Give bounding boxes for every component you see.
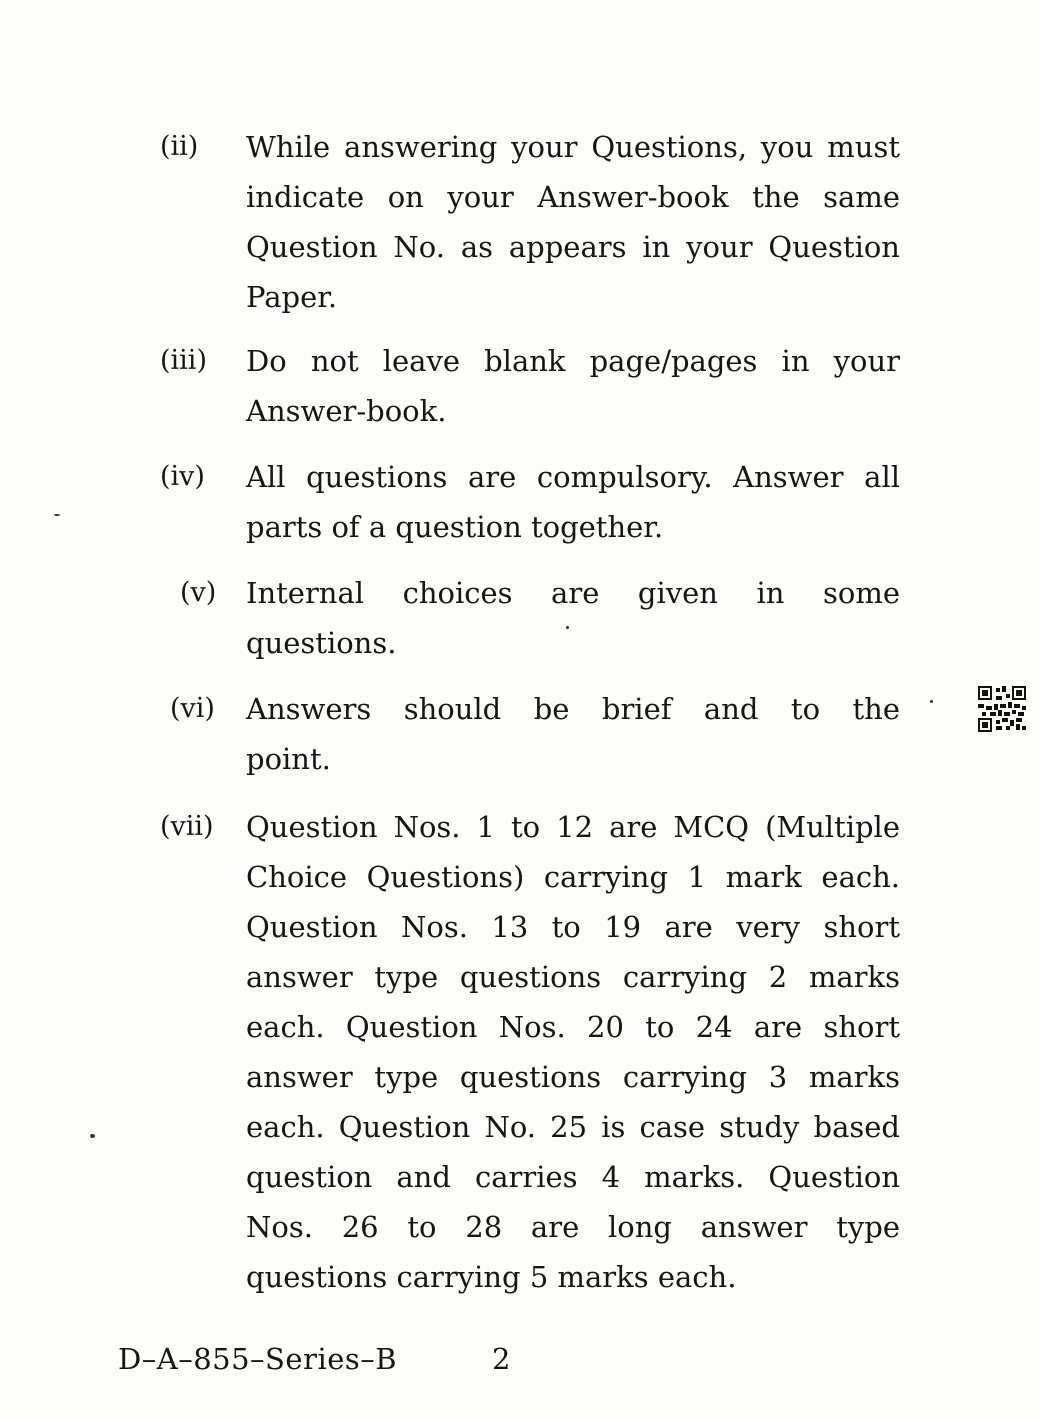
text-line: questions carrying 5 marks each.	[246, 1260, 737, 1294]
text-line: questions.	[246, 626, 397, 660]
instruction-text	[246, 684, 900, 784]
text-line: Internal choices are given in some	[246, 576, 900, 610]
instruction-text	[246, 336, 900, 436]
instruction-number: (vii)	[160, 811, 214, 842]
text-line: Nos. 26 to 28 are long answer type	[246, 1210, 900, 1244]
text-line: Paper.	[246, 280, 338, 314]
text-line: point.	[246, 742, 331, 776]
scan-speck	[54, 514, 60, 516]
text-line: Answer-book.	[246, 394, 447, 428]
text-line: Do not leave blank page/pages in your	[246, 344, 900, 378]
text-line: answer type questions carrying 2 marks	[246, 960, 900, 994]
text-line: indicate on your Answer-book the same	[246, 180, 900, 214]
instruction-vii	[160, 802, 900, 1302]
instruction-number: (iv)	[160, 461, 205, 492]
instruction-text	[246, 122, 900, 322]
scan-speck	[566, 626, 569, 629]
text-line: each. Question No. 25 is case study based	[246, 1110, 900, 1144]
scan-speck	[930, 700, 933, 703]
text-line: Question No. as appears in your Question	[246, 230, 900, 264]
text-line: Answers should be brief and to the	[246, 692, 900, 726]
instruction-iii	[160, 336, 900, 436]
instruction-vi	[160, 684, 900, 784]
instruction-number: (v)	[180, 577, 217, 608]
text-line: question and carries 4 marks. Question	[246, 1160, 900, 1194]
paper-code: D–A–855–Series–B	[118, 1342, 398, 1376]
instruction-text	[246, 568, 900, 668]
text-line: Choice Questions) carrying 1 mark each.	[246, 860, 900, 894]
text-line: Question Nos. 13 to 19 are very short	[246, 910, 900, 944]
instruction-text	[246, 802, 900, 1302]
text-line: All questions are compulsory. Answer all	[246, 460, 900, 494]
instruction-iv	[160, 452, 900, 552]
instruction-number: (ii)	[160, 131, 199, 162]
instruction-ii	[160, 122, 900, 322]
text-line: answer type questions carrying 3 marks	[246, 1060, 900, 1094]
instruction-number: (iii)	[160, 345, 207, 376]
instruction-number: (vi)	[170, 693, 215, 724]
instruction-v	[160, 568, 900, 668]
text-line: Question Nos. 1 to 12 are MCQ (Multiple	[246, 810, 900, 844]
qr-code-icon	[978, 686, 1026, 732]
text-line: While answering your Questions, you must	[246, 130, 900, 164]
text-line: parts of a question together.	[246, 510, 664, 544]
page-number: 2	[492, 1342, 511, 1376]
instruction-text	[246, 452, 900, 552]
text-line: each. Question Nos. 20 to 24 are short	[246, 1010, 900, 1044]
scan-speck	[90, 1134, 95, 1138]
